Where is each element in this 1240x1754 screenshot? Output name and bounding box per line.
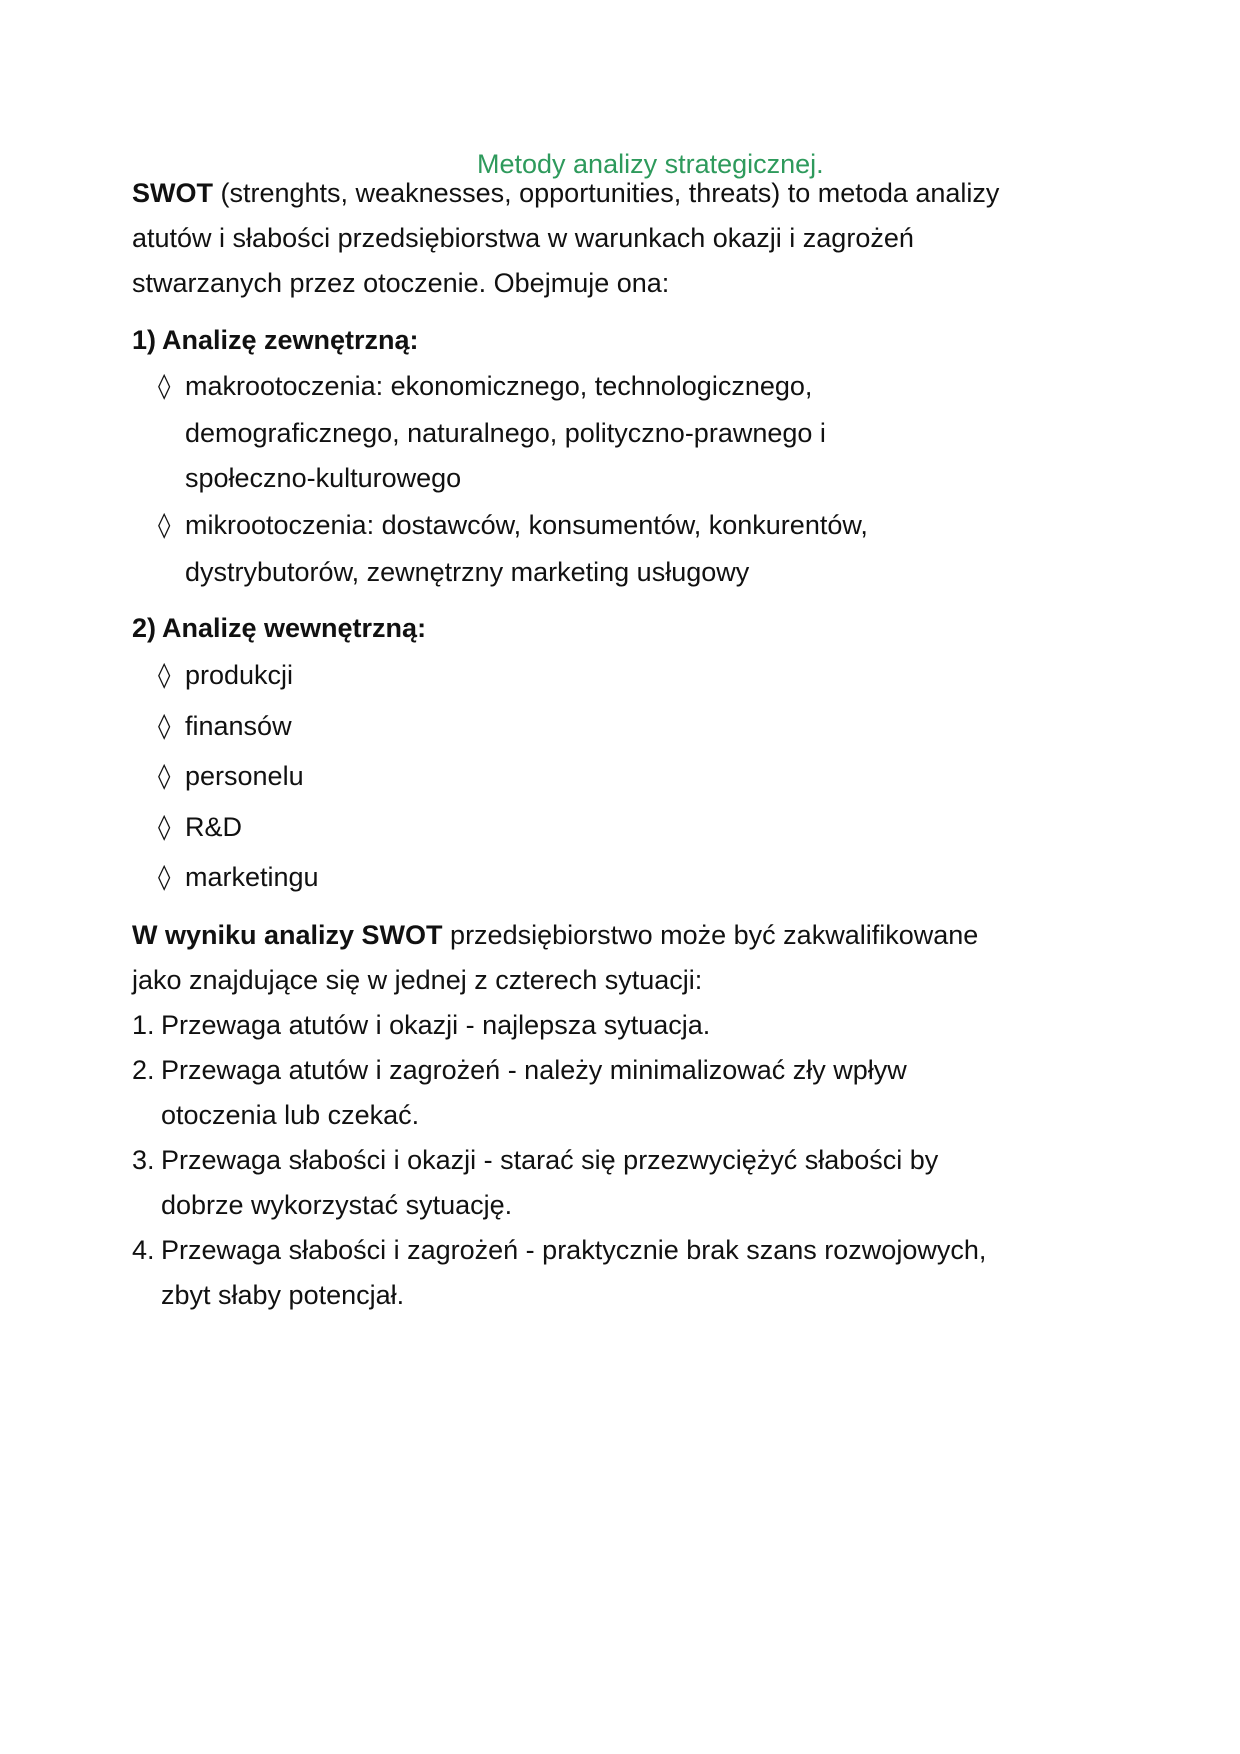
list-item: marketingu: [185, 862, 319, 892]
list-item-line: mikrootoczenia: dostawców, konsumentów, konkurentów,: [185, 510, 868, 540]
intro-line-1: [132, 177, 999, 209]
list-item-line: dystrybutorów, zewnętrzny marketing usługowy: [185, 557, 750, 587]
section-2-number: 2): [132, 613, 157, 643]
situation-item: [132, 1009, 710, 1041]
situation-item: [132, 1054, 907, 1086]
situation-text: Przewaga słabości i okazji - starać się przezwyciężyć słabości by: [161, 1145, 939, 1175]
result-line-1: [132, 919, 978, 951]
situation-number: 1.: [132, 1010, 155, 1040]
intro-line-3: stwarzanych przez otoczenie. Obejmuje ona:: [132, 268, 670, 298]
situation-number: 2.: [132, 1055, 155, 1085]
list-item: produkcji: [185, 660, 294, 690]
diamond-bullet-icon: ◊: [158, 711, 171, 740]
situation-text-continued: zbyt słaby potencjał.: [161, 1280, 405, 1310]
document-title: Metody analizy strategicznej.: [477, 149, 824, 179]
diamond-bullet-icon: ◊: [158, 510, 171, 539]
intro-line-2: atutów i słabości przedsiębiorstwa w warunkach okazji i zagrożeń: [132, 223, 914, 253]
situation-text: Przewaga słabości i zagrożeń - praktycznie brak szans rozwojowych,: [161, 1235, 987, 1265]
section-1-number: 1): [132, 325, 157, 355]
list-item: R&D: [185, 812, 243, 842]
list-item-line: demograficznego, naturalnego, polityczno-prawnego i: [185, 418, 826, 448]
result-line-1-text: przedsiębiorstwo może być zakwalifikowane: [442, 920, 979, 950]
situation-item: [132, 1144, 938, 1176]
result-lead: W wyniku analizy SWOT: [132, 920, 443, 950]
list-item: finansów: [185, 711, 292, 741]
section-2-title: Analizę wewnętrzną:: [162, 613, 427, 643]
diamond-bullet-icon: ◊: [158, 660, 171, 689]
situation-item: [132, 1234, 986, 1266]
situation-number: 3.: [132, 1145, 155, 1175]
intro-line-1-text: (strenghts, weaknesses, opportunities, threats) to metoda analizy: [213, 178, 1000, 208]
section-1-title: Analizę zewnętrzną:: [162, 325, 419, 355]
list-item-line: społeczno-kulturowego: [185, 463, 462, 493]
situation-number: 4.: [132, 1235, 155, 1265]
section-1-heading: [132, 324, 419, 356]
diamond-bullet-icon: ◊: [158, 862, 171, 891]
situation-text: Przewaga atutów i zagrożeń - należy minimalizować zły wpływ: [161, 1055, 907, 1085]
situation-text-continued: dobrze wykorzystać sytuację.: [161, 1190, 513, 1220]
situation-text-continued: otoczenia lub czekać.: [161, 1100, 420, 1130]
situation-text: Przewaga atutów i okazji - najlepsza sytuacja.: [161, 1010, 711, 1040]
section-2-heading: [132, 612, 426, 644]
swot-term: SWOT: [132, 178, 213, 208]
diamond-bullet-icon: ◊: [158, 761, 171, 790]
diamond-bullet-icon: ◊: [158, 812, 171, 841]
result-line-2: jako znajdujące się w jednej z czterech sytuacji:: [132, 965, 703, 995]
list-item: personelu: [185, 761, 304, 791]
list-item-line: makrootoczenia: ekonomicznego, technologicznego,: [185, 371, 813, 401]
diamond-bullet-icon: ◊: [158, 371, 171, 400]
